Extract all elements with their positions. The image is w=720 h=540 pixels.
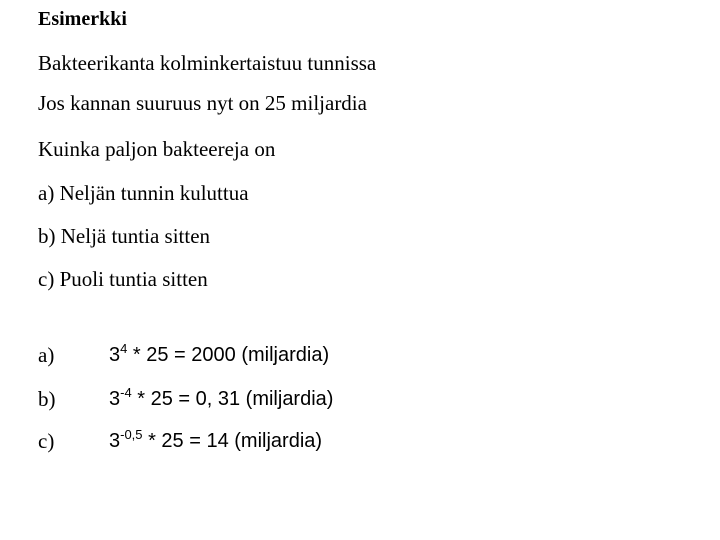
answer-result: * 25 = 2000 (miljardia) <box>127 344 330 366</box>
question-c: c) Puoli tuntia sitten <box>38 267 208 291</box>
answer-result: * 25 = 14 (miljardia) <box>142 430 323 452</box>
answer-label: a) <box>38 343 55 367</box>
answer-base: 3 <box>109 388 121 410</box>
answer-base: 3 <box>109 344 121 366</box>
answer-b <box>38 386 538 414</box>
answer-expression <box>109 342 329 370</box>
answer-exponent: -4 <box>120 385 132 400</box>
problem-line-1: Bakteerikanta kolminkertaistuu tunnissa <box>38 51 377 75</box>
question-b: b) Neljä tuntia sitten <box>38 224 211 248</box>
answer-exponent: -0,5 <box>120 427 143 442</box>
answer-label: c) <box>38 429 55 453</box>
answer-exponent: 4 <box>120 341 128 356</box>
answer-result: * 25 = 0, 31 (miljardia) <box>131 388 334 410</box>
answer-expression <box>109 386 333 414</box>
answer-c <box>38 428 538 456</box>
answer-base: 3 <box>109 430 121 452</box>
answer-label: b) <box>38 387 56 411</box>
slide-title: Esimerkki <box>38 8 127 30</box>
answer-a <box>38 342 538 370</box>
question-a: a) Neljän tunnin kuluttua <box>38 181 249 205</box>
problem-line-2: Jos kannan suuruus nyt on 25 miljardia <box>38 91 367 115</box>
answer-expression <box>109 428 322 456</box>
problem-line-3: Kuinka paljon bakteereja on <box>38 137 276 161</box>
